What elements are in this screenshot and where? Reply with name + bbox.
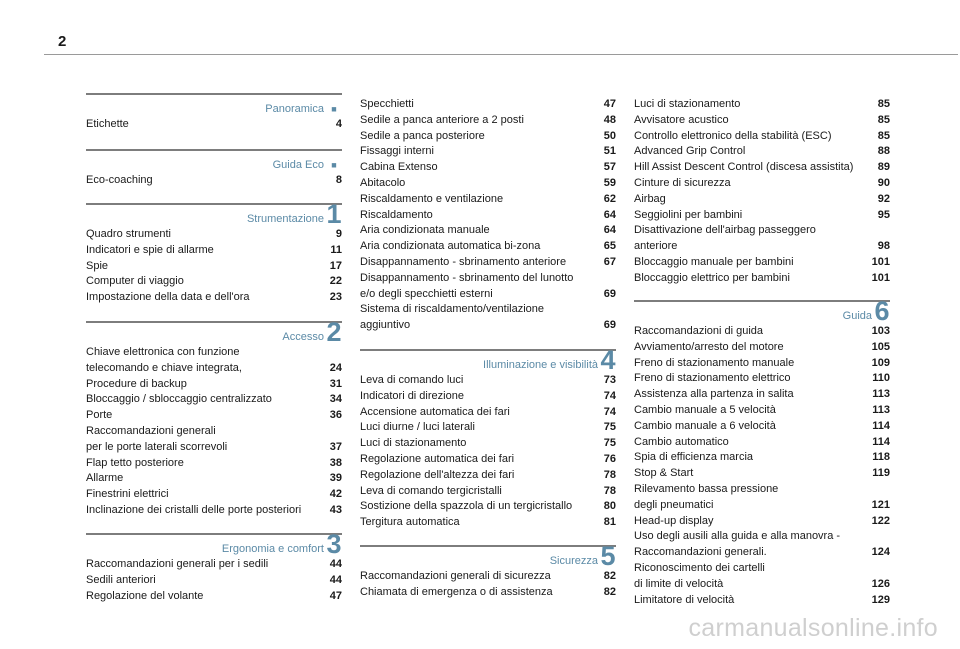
toc-entry-title: Airbag [634, 192, 666, 205]
toc-entry-page: 17 [329, 259, 342, 272]
toc-entry-title: Raccomandazioni di guida [634, 325, 764, 337]
toc-entry-page: 36 [329, 409, 342, 422]
toc-entry-page: 129 [871, 593, 890, 606]
section-sicurezza-continued [634, 97, 890, 287]
toc-entry-title: Seggiolini per bambini [634, 208, 743, 221]
section-strumentazione [86, 199, 342, 306]
toc-entry[interactable] [86, 408, 342, 424]
toc-entry-page: 89 [877, 161, 890, 174]
toc-entry[interactable] [634, 387, 890, 403]
toc-entry[interactable] [86, 345, 342, 377]
toc-entry[interactable] [360, 160, 616, 176]
toc-entry-page: 103 [871, 325, 890, 337]
toc-entry[interactable] [86, 227, 342, 243]
toc-entry-title: Avvisatore acustico [634, 113, 729, 126]
toc-entry-title: Aria condizionata automatica bi-zona [360, 240, 541, 253]
toc-entry-title: Spia di efficienza marcia [634, 451, 754, 464]
toc-entry-title: Cinture di sicurezza [634, 176, 731, 189]
toc-entry-page: 8 [335, 174, 342, 186]
toc-entry-title: Stop & Start [634, 467, 694, 480]
toc-entry[interactable] [634, 223, 890, 255]
toc-entry-title: Assistenza alla partenza in salita [634, 388, 794, 401]
toc-entry-page: 69 [603, 319, 616, 332]
toc-entry[interactable] [634, 419, 890, 435]
toc-entry-page: 75 [603, 421, 616, 434]
section-illuminazione-e-visibilita [360, 345, 616, 531]
toc-entry-title: Controllo elettronico della stabilità (ESC) [634, 129, 832, 142]
toc-entry-title: Disattivazione dell'airbag passeggero anteriore [634, 224, 816, 253]
toc-entry-page: 85 [877, 113, 890, 126]
toc-entry[interactable] [86, 392, 342, 408]
toc-entry-title: Etichette [86, 118, 129, 130]
section-title: Strumentazione [246, 213, 324, 225]
toc-entry-title: Chiamata di emergenza o di assistenza [360, 585, 553, 598]
toc-entry-title: Chiave elettronica con funzione telecomando e chiave integrata, [86, 346, 242, 374]
toc-entry[interactable] [360, 144, 616, 160]
toc-entry-title: Computer di viaggio [86, 275, 184, 288]
toc-entry-title: Accensione automatica dei fari [360, 405, 510, 418]
toc-entry-title: Luci diurne / luci laterali [360, 421, 475, 434]
toc-entry-title: Procedure di backup [86, 377, 187, 390]
toc-entry-page: 124 [871, 546, 890, 559]
toc-entry-page: 114 [872, 435, 890, 448]
toc-entry-page: 59 [603, 176, 616, 189]
toc-entry-page: 34 [329, 393, 342, 406]
toc-entry[interactable] [634, 561, 890, 593]
toc-entry-title: Sostizione della spazzola di un tergicristallo [360, 500, 573, 513]
toc-entry[interactable] [634, 482, 890, 514]
toc-entry-title: Hill Assist Descent Control (discesa assistita) [634, 161, 854, 174]
toc-entry-title: Inclinazione dei cristalli delle porte posteriori [86, 503, 302, 516]
section-title: Sicurezza [549, 555, 598, 567]
toc-entry-page: 23 [329, 291, 342, 304]
toc-entry-page: 65 [603, 240, 616, 253]
section-ergonomia-continued [360, 97, 616, 334]
toc-entry-page: 11 [330, 243, 342, 256]
toc-entry[interactable] [360, 255, 616, 271]
toc-entry[interactable] [360, 420, 616, 436]
toc-entry-page: 85 [877, 98, 890, 110]
toc-entry[interactable] [86, 173, 342, 189]
toc-entry-title: Luci di stazionamento [634, 98, 741, 110]
toc-entry-title: Cambio manuale a 5 velocità [634, 403, 776, 416]
toc-entry-page: 85 [877, 129, 890, 142]
toc-entry-title: Disappannamento - sbrinamento anteriore [360, 255, 567, 268]
toc-entry[interactable] [86, 243, 342, 259]
toc-entry-title: Cambio automatico [634, 435, 729, 448]
toc-entry-page: 82 [603, 570, 616, 582]
toc-entry-title: Avviamento/arresto del motore [634, 340, 784, 353]
toc-entry-title: Freno di stazionamento manuale [634, 356, 795, 369]
section-header [360, 345, 616, 375]
toc-entry-page: 39 [329, 472, 342, 485]
toc-entry-title: Luci di stazionamento [360, 437, 467, 450]
section-title: Illuminazione e visibilità [483, 359, 598, 371]
toc-entry[interactable] [634, 529, 890, 561]
toc-entry-page: 113 [872, 403, 890, 416]
toc-entry[interactable] [86, 259, 342, 275]
toc-entry[interactable] [634, 113, 890, 129]
toc-entry[interactable] [360, 223, 616, 239]
toc-entry-page: 62 [603, 192, 616, 205]
toc-entry-title: Cabina Extenso [360, 161, 438, 174]
toc-entry[interactable] [634, 450, 890, 466]
toc-entry-title: Leva di comando tergicristalli [360, 484, 502, 497]
toc-entry[interactable] [86, 424, 342, 456]
toc-entry[interactable] [634, 271, 890, 287]
toc-entry-page: 50 [603, 129, 616, 142]
section-title: Guida Eco [272, 159, 324, 171]
toc-entry[interactable] [634, 514, 890, 530]
toc-entry[interactable] [360, 373, 616, 389]
section-header [86, 93, 342, 115]
toc-entry-title: Eco-coaching [86, 174, 153, 186]
toc-entry-page: 98 [877, 240, 890, 253]
chapter-number: 2 [326, 317, 342, 347]
watermark: carmanualsonline.info [688, 614, 938, 642]
toc-entry-title: Aria condizionata manuale [360, 224, 490, 237]
section-title: Ergonomia e comfort [221, 543, 324, 555]
toc-entry-page: 44 [329, 573, 342, 586]
toc-entry[interactable] [86, 456, 342, 472]
chapter-number: 5 [600, 541, 616, 571]
toc-entry-page: 88 [877, 145, 890, 158]
toc-entry-title: Cambio manuale a 6 velocità [634, 419, 776, 432]
toc-entry-title: Raccomandazioni generali di sicurezza [360, 570, 551, 582]
toc-entry-page: 64 [603, 208, 616, 221]
section-sicurezza [360, 541, 616, 601]
toc-entry[interactable] [360, 499, 616, 515]
toc-entry-title: Abitacolo [360, 176, 406, 189]
section-title: Accesso [282, 331, 324, 343]
toc-entry-title: Finestrini elettrici [86, 488, 169, 501]
section-accesso [86, 317, 342, 519]
toc-entry-page: 4 [335, 118, 342, 130]
toc-entry-page: 80 [603, 500, 616, 513]
toc-entry-title: Porte [86, 409, 113, 422]
section-header [86, 317, 342, 347]
chapter-number: 6 [874, 296, 890, 326]
toc-entry-title: Riconoscimento dei cartelli di limite di velocità [634, 561, 765, 590]
toc-entry[interactable] [634, 255, 890, 271]
toc-entry[interactable] [360, 192, 616, 208]
toc-entry-title: Allarme [86, 472, 124, 485]
toc-entry[interactable] [360, 436, 616, 452]
toc-entry[interactable] [360, 129, 616, 145]
toc-entry-page: 78 [603, 468, 616, 481]
toc-entry-page: 42 [329, 488, 342, 501]
chapter-number: 3 [326, 529, 342, 559]
section-header [86, 529, 342, 559]
toc-entry-page: 110 [872, 372, 890, 385]
toc-entry-page: 119 [872, 467, 890, 480]
top-rule [44, 54, 958, 55]
toc-entry-page: 37 [329, 440, 342, 453]
toc-entry-title: Leva di comando luci [360, 374, 464, 386]
toc-entry[interactable] [634, 593, 890, 609]
toc-entry-title: Raccomandazioni generali per i sedili [86, 558, 269, 570]
toc-entry-title: Tergitura automatica [360, 516, 460, 529]
toc-entry[interactable] [634, 324, 890, 340]
toc-entry-title: Bloccaggio / sbloccaggio centralizzato [86, 393, 272, 406]
toc-entry[interactable] [360, 302, 616, 334]
toc-entry-title: Impostazione della data e dell'ora [86, 291, 250, 304]
toc-entry[interactable] [360, 97, 616, 113]
toc-entry-page: 64 [603, 224, 616, 237]
toc-entry[interactable] [360, 389, 616, 405]
section-guida-eco [86, 149, 342, 189]
toc-entry[interactable] [634, 435, 890, 451]
toc-entry-page: 74 [603, 389, 616, 402]
square-marker-icon: ■ [331, 104, 337, 114]
toc-entry-page: 82 [603, 585, 616, 598]
toc-entry-title: Indicatori di direzione [360, 389, 464, 402]
toc-entry-title: Raccomandazioni generali per le porte laterali scorrevoli [86, 424, 228, 453]
toc-entry-page: 92 [877, 192, 890, 205]
toc-entry-title: Sistema di riscaldamento/ventilazione aggiuntivo [360, 303, 545, 332]
toc-entry-page: 109 [871, 356, 890, 369]
toc-entry-page: 118 [872, 451, 890, 464]
toc-entry[interactable] [86, 487, 342, 503]
toc-entry[interactable] [634, 97, 890, 113]
toc-entry-title: Regolazione del volante [86, 589, 204, 602]
chapter-number: 4 [600, 345, 616, 375]
toc-entry[interactable] [86, 274, 342, 290]
section-header [360, 541, 616, 571]
toc-entry-title: Riscaldamento [360, 208, 433, 221]
toc-entry[interactable] [360, 585, 616, 601]
toc-entry[interactable] [360, 515, 616, 531]
toc-entry-title: Uso degli ausili alla guida e alla manovra - Raccomandazioni generali. [634, 530, 841, 559]
toc-entry-page: 67 [603, 255, 616, 268]
toc-entry[interactable] [360, 176, 616, 192]
toc-entry-page: 81 [603, 516, 616, 529]
toc-entry[interactable] [634, 176, 890, 192]
toc-entry[interactable] [86, 290, 342, 306]
toc-entry-page: 90 [877, 176, 890, 189]
toc-entry-title: Specchietti [360, 98, 414, 110]
toc-entry[interactable] [634, 403, 890, 419]
toc-entry-page: 101 [871, 271, 890, 284]
toc-entry-page: 22 [329, 275, 342, 288]
toc-entry[interactable] [360, 239, 616, 255]
toc-entry-title: Bloccaggio manuale per bambini [634, 255, 794, 268]
toc-entry-title: Quadro strumenti [86, 228, 171, 240]
toc-entry-title: Riscaldamento e ventilazione [360, 192, 504, 205]
toc-entry-page: 47 [329, 589, 342, 602]
toc-entry-page: 122 [871, 514, 890, 527]
toc-entry-page: 126 [871, 577, 890, 590]
toc-entry-title: Sedili anteriori [86, 573, 156, 586]
toc-entry-title: Freno di stazionamento elettrico [634, 372, 791, 385]
toc-entry[interactable] [634, 160, 890, 176]
section-header [86, 199, 342, 229]
toc-entry-page: 48 [603, 113, 616, 126]
toc-entry-page: 24 [329, 361, 342, 374]
toc-entry[interactable] [360, 484, 616, 500]
toc-entry-page: 69 [603, 287, 616, 300]
toc-entry-title: Rilevamento bassa pressione degli pneumatici [634, 482, 779, 511]
toc-entry-title: Disappannamento - sbrinamento del lunotto e/o degli specchietti esterni [360, 271, 574, 300]
toc-entry[interactable] [86, 589, 342, 605]
toc-entry-title: Fissaggi interni [360, 145, 434, 158]
toc-entry-page: 44 [329, 558, 342, 570]
toc-entry-page: 47 [603, 98, 616, 110]
toc-entry[interactable] [634, 466, 890, 482]
chapter-number: 1 [326, 199, 342, 229]
toc-entry[interactable] [634, 340, 890, 356]
toc-entry-page: 74 [603, 405, 616, 418]
toc-entry-title: Regolazione automatica dei fari [360, 452, 515, 465]
toc-entry[interactable] [360, 569, 616, 585]
toc-entry-page: 114 [872, 419, 890, 432]
toc-entry-page: 31 [329, 377, 342, 390]
toc-entry-page: 51 [603, 145, 616, 158]
section-title: Guida [842, 310, 872, 322]
toc-entry[interactable] [634, 192, 890, 208]
section-header [634, 296, 890, 326]
section-guida [634, 296, 890, 608]
toc-entry-page: 43 [329, 503, 342, 516]
toc-entry[interactable] [86, 117, 342, 133]
toc-entry[interactable] [86, 557, 342, 573]
toc-entry-page: 101 [871, 255, 890, 268]
toc-entry-title: Head-up display [634, 514, 714, 527]
toc-entry[interactable] [634, 356, 890, 372]
toc-entry[interactable] [360, 452, 616, 468]
toc-entry[interactable] [634, 371, 890, 387]
toc-entry-page: 38 [329, 456, 342, 469]
toc-entry-title: Regolazione dell'altezza dei fari [360, 468, 515, 481]
section-panoramica [86, 93, 342, 133]
section-header [86, 149, 342, 171]
toc-entry-page: 121 [871, 498, 890, 511]
page-number: 2 [58, 33, 67, 50]
toc-entry-page: 9 [335, 228, 342, 240]
toc-entry[interactable] [360, 405, 616, 421]
toc-entry-page: 76 [603, 452, 616, 465]
toc-entry[interactable] [634, 208, 890, 224]
section-ergonomia-e-comfort [86, 529, 342, 604]
toc-entry-title: Indicatori e spie di allarme [86, 243, 214, 256]
toc-entry-title: Flap tetto posteriore [86, 456, 184, 469]
toc-entry[interactable] [86, 503, 342, 519]
toc-entry[interactable] [634, 144, 890, 160]
toc-entry-page: 113 [872, 388, 890, 401]
toc-entry[interactable] [86, 573, 342, 589]
toc-entry-title: Advanced Grip Control [634, 145, 746, 158]
toc-entry-page: 57 [603, 161, 616, 174]
toc-entry-title: Sedile a panca anteriore a 2 posti [360, 113, 524, 126]
toc-entry[interactable] [86, 377, 342, 393]
toc-entry[interactable] [86, 471, 342, 487]
toc-entry-page: 75 [603, 437, 616, 450]
toc-entry[interactable] [360, 468, 616, 484]
square-marker-icon: ■ [331, 160, 337, 170]
toc-entry[interactable] [360, 208, 616, 224]
toc-entry-title: Sedile a panca posteriore [360, 129, 485, 142]
toc-entry-title: Spie [86, 259, 109, 272]
toc-entry-page: 73 [603, 374, 616, 386]
toc-entry-title: Bloccaggio elettrico per bambini [634, 271, 790, 284]
toc-entry[interactable] [360, 113, 616, 129]
toc-entry-page: 78 [603, 484, 616, 497]
toc-entry[interactable] [360, 271, 616, 303]
toc-entry-page: 105 [871, 340, 890, 353]
toc-entry-page: 95 [877, 208, 890, 221]
toc-entry[interactable] [634, 129, 890, 145]
toc-entry-title: Limitatore di velocità [634, 593, 735, 606]
section-title: Panoramica [265, 103, 324, 115]
